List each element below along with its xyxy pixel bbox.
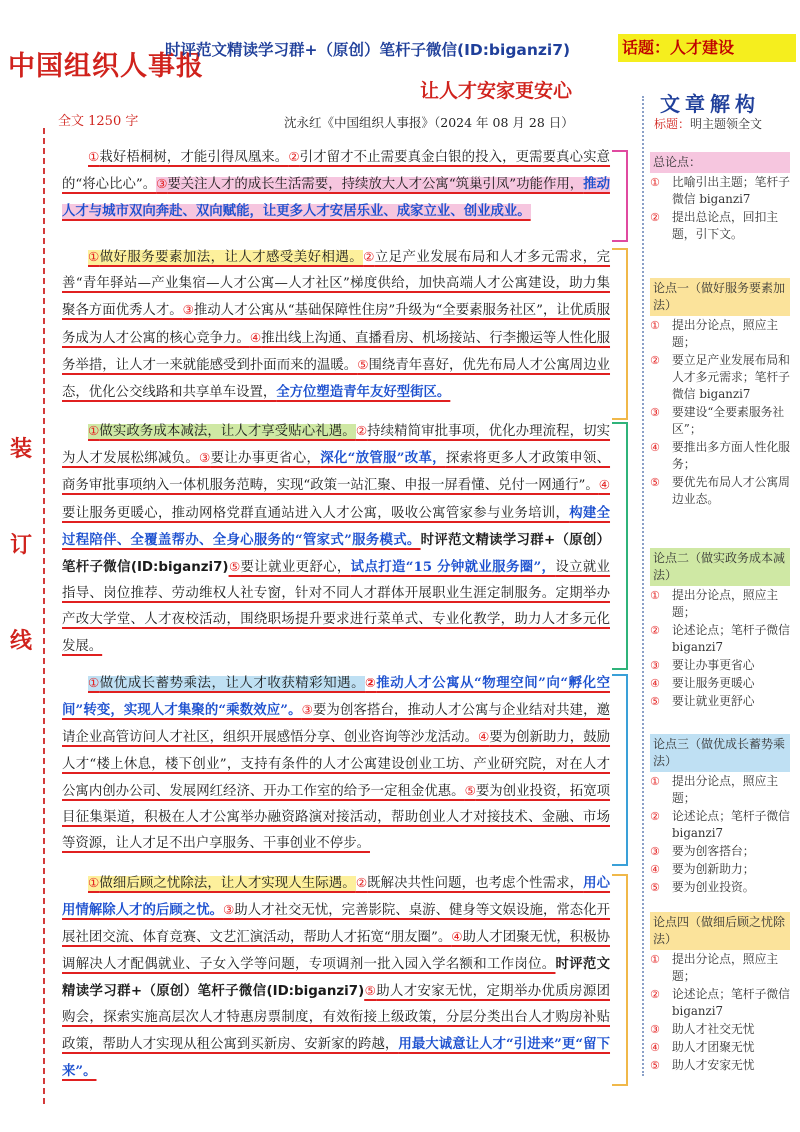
side-head-4: 论点四（做细后顾之忧除法） [650,912,790,950]
binding-char-3: 线 [9,629,32,654]
para2-s5: ⑤围绕青年喜好，优先布局人才公寓周边业态，优化公交线路和共享单车设置，全方位塑造青年友好型街区。 [62,356,611,401]
bracket-2 [612,248,628,420]
side-block-2 [650,548,790,710]
para5-s2: ②既解决共性问题，也考虑个性需求，用心用情解除人才的后顾之忧。 [62,875,611,919]
side-item: ⑤ 助人才安家无忧 [650,1058,755,1072]
side-item: ① 提出分论点，照应主题； [650,318,779,349]
para3-s2: ②持续精简审批事项，优化办理流程，切实为人才发展松绑减负。 [62,423,611,467]
side-title-tag: 标题：明主题领全文 [654,117,763,131]
para1-s1: ①栽好梧桐树，才能引得凤凰来。 [88,149,289,165]
side-divider [642,96,644,1076]
side-block-1 [650,278,790,508]
bracket-1 [612,150,628,242]
para2-s4: ④推出线上沟通、直播看房、机场接站、行李搬运等人性化服务举措，让人才一来就能感受到扑面而来的温暖。 [62,329,611,373]
side-item: ① 提出分论点，照应主题； [650,952,779,983]
bracket-5 [612,874,628,1086]
topic-badge [618,34,796,62]
side-item: ③ 要建设“全要素服务社区”； [650,405,785,436]
side-item: ④ 要推出多方面人性化服务； [650,440,790,471]
binding-char-1: 装 [9,437,32,462]
para3-s4: ④要让服务更暖心，推动网格党群直通站进入人才公寓，吸收公寓管家参与业务培训，构建全过程陪伴、全覆盖帮办、全身心服务的“管家式”服务模式。 [62,477,611,548]
para5-s5: ⑤助人才安家无忧，定期举办优质房源团购会，探索实施高层次人才特惠房票制度，有效衔接上级政策，分层分类出台人才购房补贴政策，帮助人才实现从租公寓到买新房、安新家的跨越，用最大诚意让人才“引进来”更“留下来”。 [62,982,611,1080]
para5-s4: ④助人才团聚无忧，积极协调解决人才配偶就业、子女入学等问题，专项调剂一批入园入学名额和工作岗位。 [62,929,610,972]
side-item: ③ 要让办事更省心 [650,658,755,672]
para1-s2: ②引才留才不止需要真金白银的投入，更需要真心实意的“将心比心”。 [62,149,611,193]
paragraph-1 [62,144,610,226]
side-head-0: 总论点： [650,152,790,173]
byline: 沈永红《中国组织人事报》（2024 年 08 月 28 日） [284,115,574,130]
para3-s3: ③要让办事更省心，深化“放管服”改革，探索将更多人才政策申领、商务审批事项纳入一体机服务范畴，实现“政策一站汇聚、申报一屏看懂、兑付一网通行”。 [62,450,611,494]
article-title: 让人才安家更安心 [420,80,573,102]
para2-s1: ①做好服务要素加法，让人才感受美好相遇。 [88,249,364,265]
side-item: ⑤ 要优先布局人才公寓周边业态。 [650,475,790,506]
para2-s3: ③推动人才公寓从“基础保障性住房”升级为“全要素服务社区”，让优质服务成为人才公寓的核心竞争力。 [62,302,611,346]
side-block-4 [650,912,790,1074]
para2-s2: ②立足产业发展布局和人才多元需求，完善“青年驿站—产业集宿—人才公寓—人才社区”梯度供给，加快高端人才公寓建设，助力集聚各方面优秀人才。 [62,249,611,319]
side-item: ② 论述论点；笔杆子微信 biganzi7 [650,809,790,840]
side-item: ③ 助人才社交无忧 [650,1022,755,1036]
paragraph-2 [62,244,610,406]
paragraph-4 [62,670,610,857]
side-item: ① 提出分论点，照应主题； [650,774,779,805]
side-item: ④ 要让服务更暖心 [650,676,755,690]
bracket-4 [612,674,628,866]
num-1: ① [88,149,100,164]
para4-s5: ⑤要为创业投资，拓宽项目征集渠道，积极在人才公寓举办融资路演对接活动，帮助创业人才对接技术、金融、市场等资源，让人才足不出户享服务、干事创业不停步。 [62,782,611,852]
side-head-3: 论点三（做优成长蓄势乘法） [650,734,790,772]
para1-s3: ③要关注人才的成长生活需要，持续放大人才公寓“筑巢引凤”功能作用，推动人才与城市双向奔赴、双向赋能，让更多人才安居乐业、成家立业、创业成业。 [62,176,610,220]
num-2: ② [288,149,300,164]
topic-text: 话题：人才建设 [622,38,735,57]
side-item: ④ 助人才团聚无忧 [650,1040,755,1054]
side-item: ① 比喻引出主题；笔杆子微信 biganzi7 [650,175,790,206]
para5-promo: 时评范文精读学习群+（原创）笔杆子微信(ID:biganzi7) [62,956,610,999]
side-block-0 [650,152,790,243]
binding-char-2: 订 [9,533,32,558]
side-item: ④ 要为创新助力； [650,862,755,876]
side-item: ⑤ 要让就业更舒心 [650,694,755,708]
newspaper-logo: 中国组织人事报 [8,51,204,82]
side-item: ⑤ 要为创业投资。 [650,880,755,894]
para5-s1: ①做细后顾之忧除法，让人才实现人生际遇。 [88,875,356,891]
side-item: ② 论述论点；笔杆子微信 biganzi7 [650,623,790,654]
para5-s3: ③助人才社交无忧，完善影院、桌游、健身等文娱设施，常态化开展社团交流、体育竞赛、文艺汇演活动，帮助人才拓宽“朋友圈”。 [62,902,611,946]
para4-s3: ③要为创客搭台，推动人才公寓与企业结对共建，邀请企业高管访问人才社区，组织开展感悟分享、创业咨询等沙龙活动。 [62,702,610,746]
num-3: ③ [156,176,168,192]
paragraph-3 [62,418,610,660]
side-item: ③ 要为创客搭台； [650,844,755,858]
side-head-2: 论点二（做实政务成本减法） [650,548,790,586]
paragraph-5 [62,870,610,1086]
para4-s4: ④要为创新助力，鼓励人才“楼上休息，楼下创业”，支持有条件的人才公寓建设创业工坊、产业研究院，对在人才公寓内创办公司、发展网红经济、开办工作室的给予一定租金优惠。 [62,729,611,799]
para3-s5: ⑤要让就业更舒心，试点打造“15 分钟就业服务圈”，设立就业指导、岗位推荐、劳动维权人社专窗，针对不同人才群体开展职业生涯定制服务。定期举办产改大学堂、人才夜校活动，围绕职场提升要求进行菜单式、专业化教学，助力人才多元化发展。 [62,559,611,654]
para4-s1: ①做优成长蓄势乘法，让人才收获精彩知遇。 [88,675,366,691]
side-head-1: 论点一（做好服务要素加法） [650,278,790,316]
side-item: ② 论述论点；笔杆子微信 biganzi7 [650,987,790,1018]
side-item: ① 提出分论点，照应主题； [650,588,779,619]
side-block-3 [650,734,790,896]
source-line: 时评范文精读学习群+（原创）笔杆子微信(ID:biganzi7) [165,41,571,59]
side-item: ② 提出总论点，回扣主题，引下文。 [650,210,779,241]
side-item: ② 要立足产业发展布局和人才多元需求；笔杆子微信 biganzi7 [650,353,790,401]
bracket-3 [612,422,628,670]
para4-s2: ②推动人才公寓从“物理空间”向“孵化空间”转变，实现人才集聚的“乘数效应”。 [62,675,610,719]
para3-promo: 时评范文精读学习群+（原创）笔杆子微信(ID:biganzi7) [62,532,610,576]
word-count: 全文 1250 字 [58,114,139,129]
binding-dashed-line [43,128,45,1104]
side-title: 文章解构 [660,92,760,116]
para3-s1: ①做实政务成本减法，让人才享受贴心礼遇。 [88,423,356,439]
